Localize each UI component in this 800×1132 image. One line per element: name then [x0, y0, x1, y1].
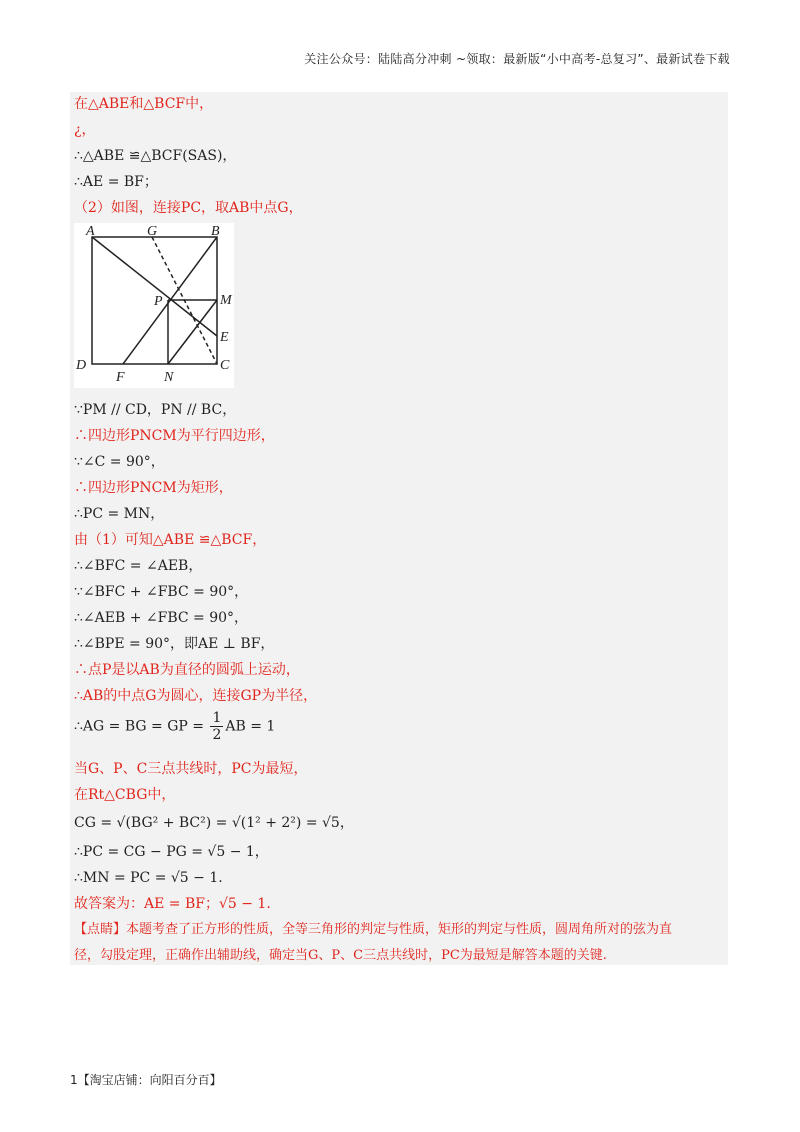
text-line: ∴MN = PC = √5 − 1.: [74, 870, 223, 886]
text-line: 当G、P、C三点共线时，PC为最短，: [74, 761, 308, 777]
text-line: ∴∠BPE = 90°，即AE ⊥ BF，: [74, 636, 275, 652]
formula-ag-left: ∴AG = BG = GP =: [74, 718, 209, 735]
text-line: ∴∠AEB + ∠FBC = 90°，: [74, 610, 249, 626]
geometry-figure: [74, 223, 234, 388]
text-line: 在Rt△CBG中，: [74, 787, 176, 803]
label-g: G: [147, 224, 158, 239]
text-line: ∴四边形PNCM为矩形，: [74, 480, 233, 496]
label-c: C: [220, 358, 230, 373]
page-footer: 1【淘宝店铺：向阳百分百】: [70, 1073, 222, 1087]
text-line: 故答案为：AE = BF；√5 − 1.: [74, 896, 271, 912]
text-line: ∵∠C = 90°，: [74, 454, 165, 470]
text-line: ∵∠BFC + ∠FBC = 90°，: [74, 584, 249, 600]
segment-mn: [168, 300, 217, 364]
solution-panel: [70, 92, 728, 965]
text-line: ∴四边形PNCM为平行四边形，: [74, 428, 275, 444]
fraction-numerator: 1: [212, 710, 222, 726]
label-m: M: [220, 293, 232, 308]
text-line: ¿，: [74, 122, 96, 138]
label-a: A: [86, 224, 95, 239]
fraction-denominator: 2: [212, 727, 222, 743]
label-e: E: [220, 330, 229, 345]
label-f: F: [116, 370, 125, 385]
page-header: 关注公众号：陆陆高分冲刺 ~领取：最新版“小中高考-总复习”、最新试卷下载: [304, 52, 730, 66]
label-p: P: [154, 294, 163, 309]
text-line: 在△ABE和△BCF中，: [74, 96, 214, 112]
formula-ag: [74, 710, 275, 743]
formula-cg: CG = √(BG² + BC²) = √(1² + 2²) = √5，: [74, 815, 354, 831]
text-line: ∴PC = MN，: [74, 506, 165, 522]
text-line: ∵PM // CD，PN // BC，: [74, 402, 237, 418]
fraction-one-half: [210, 710, 223, 743]
label-n: N: [164, 370, 174, 385]
text-line: ∴PC = CG − PG = √5 − 1，: [74, 844, 269, 860]
square-diagram: [74, 223, 234, 388]
text-line: 径，勾股定理，正确作出辅助线，确定当G、P、C三点共线时，PC为最短是解答本题的关键.: [74, 948, 607, 963]
text-line: ∴AB的中点G为圆心，连接GP为半径，: [74, 688, 318, 704]
text-line: （2）如图，连接PC，取AB中点G，: [74, 200, 303, 216]
text-line: ∴△ABE ≌△BCF(SAS)，: [74, 148, 237, 164]
text-line: 【点睛】本题考查了正方形的性质，全等三角形的判定与性质，矩形的判定与性质，圆周角所对的弦为直: [74, 922, 673, 937]
formula-ag-right: AB = 1: [225, 718, 276, 735]
label-d: D: [76, 358, 87, 373]
text-line: 由（1）可知△ABE ≌△BCF，: [74, 532, 267, 548]
text-line: ∴点P是以AB为直径的圆弧上运动，: [74, 662, 300, 678]
label-b: B: [211, 224, 220, 239]
text-line: ∴∠BFC = ∠AEB，: [74, 558, 203, 574]
text-line: ∴AE = BF；: [74, 174, 158, 190]
